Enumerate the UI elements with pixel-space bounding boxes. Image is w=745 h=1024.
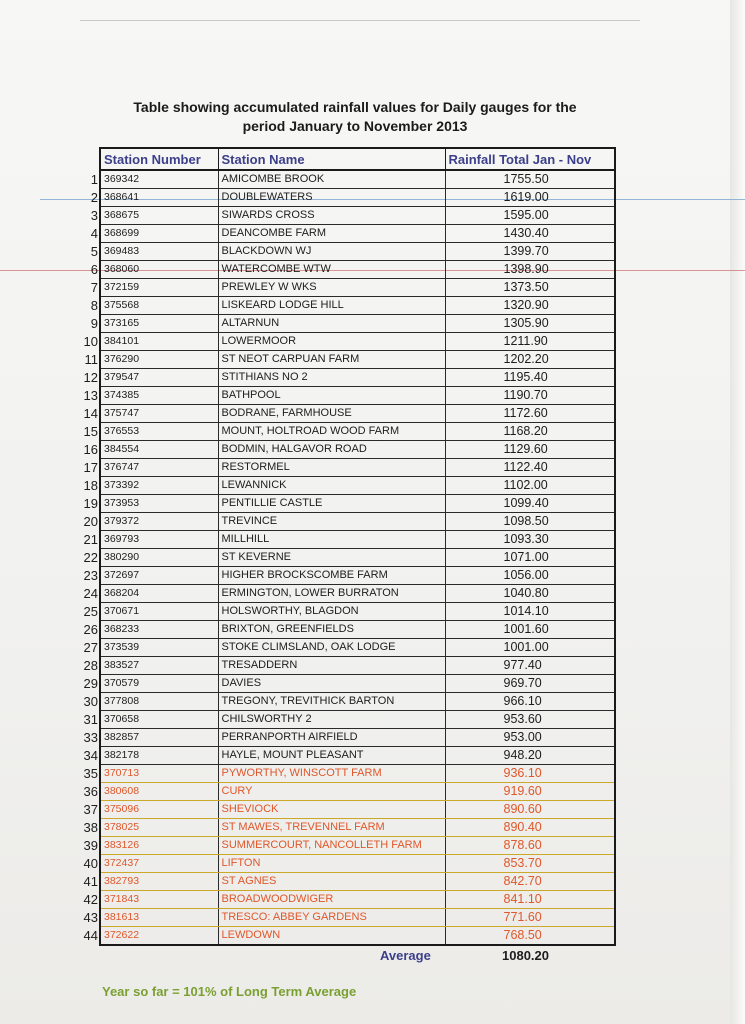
table-row xyxy=(100,495,615,513)
rainfall-total-cell: 1040.80 xyxy=(445,585,615,603)
station-name-cell: LOWERMOOR xyxy=(218,333,445,351)
station-number-cell: 15 376553 xyxy=(100,423,218,441)
rainfall-total-cell: 842.70 xyxy=(445,873,615,891)
rainfall-total-cell: 1619.00 xyxy=(445,189,615,207)
station-name-cell: TREGONY, TREVITHICK BARTON xyxy=(218,693,445,711)
station-name-cell: STOKE CLIMSLAND, OAK LODGE xyxy=(218,639,445,657)
rainfall-total-cell: 966.10 xyxy=(445,693,615,711)
row-number: 39 xyxy=(83,838,98,853)
station-number-cell: 2 368641 xyxy=(100,189,218,207)
long-term-note: Year so far = 101% of Long Term Average xyxy=(102,984,357,999)
station-name-cell: PYWORTHY, WINSCOTT FARM xyxy=(218,765,445,783)
station-number-cell: 27 373539 xyxy=(100,639,218,657)
table-row xyxy=(100,675,615,693)
station-number-cell: 12 379547 xyxy=(100,369,218,387)
station-name-cell: TREVINCE xyxy=(218,513,445,531)
row-number: 14 xyxy=(83,406,98,421)
rainfall-total-cell: 969.70 xyxy=(445,675,615,693)
rainfall-total-cell: 1172.60 xyxy=(445,405,615,423)
table-row xyxy=(100,207,615,225)
row-number: 40 xyxy=(83,856,98,871)
station-number-cell: 41 382793 xyxy=(100,873,218,891)
rainfall-total-cell: 1168.20 xyxy=(445,423,615,441)
row-number: 29 xyxy=(83,676,98,691)
rainfall-total-cell: 1399.70 xyxy=(445,243,615,261)
table-row xyxy=(100,369,615,387)
row-number: 38 xyxy=(83,820,98,835)
station-number-cell: 1 369342 xyxy=(100,170,218,189)
table-row xyxy=(100,783,615,801)
station-number-cell: 7 372159 xyxy=(100,279,218,297)
table-row xyxy=(100,441,615,459)
row-number: 27 xyxy=(83,640,98,655)
table-row xyxy=(100,729,615,747)
rainfall-total-cell: 1320.90 xyxy=(445,297,615,315)
station-name-cell: HAYLE, MOUNT PLEASANT xyxy=(218,747,445,765)
station-name-cell: LISKEARD LODGE HILL xyxy=(218,297,445,315)
station-number-cell: 36 380608 xyxy=(100,783,218,801)
page-edge xyxy=(730,0,745,1024)
station-number-cell: 31 370658 xyxy=(100,711,218,729)
table-row xyxy=(100,801,615,819)
station-name-cell: BLACKDOWN WJ xyxy=(218,243,445,261)
row-number: 20 xyxy=(83,514,98,529)
station-number-cell: 3 368675 xyxy=(100,207,218,225)
station-name-cell: PERRANPORTH AIRFIELD xyxy=(218,729,445,747)
rainfall-total-cell: 948.20 xyxy=(445,747,615,765)
header-rainfall-total: Rainfall Total Jan - Nov xyxy=(445,148,615,170)
station-name-cell: DOUBLEWATERS xyxy=(218,189,445,207)
station-number-cell: 38 378025 xyxy=(100,819,218,837)
row-number: 30 xyxy=(83,694,98,709)
station-number-cell: 6 368060 xyxy=(100,261,218,279)
row-number: 9 xyxy=(90,316,98,331)
table-row xyxy=(100,261,615,279)
station-number-cell: 4 368699 xyxy=(100,225,218,243)
table-row xyxy=(100,837,615,855)
station-number-cell: 16 384554 xyxy=(100,441,218,459)
station-number-cell: 10 384101 xyxy=(100,333,218,351)
station-number-cell: 13 374385 xyxy=(100,387,218,405)
table-row xyxy=(100,189,615,207)
table-row xyxy=(100,765,615,783)
row-number: 36 xyxy=(83,784,98,799)
row-number: 19 xyxy=(83,496,98,511)
station-name-cell: LEWANNICK xyxy=(218,477,445,495)
row-number: 10 xyxy=(83,334,98,349)
rainfall-total-cell: 1595.00 xyxy=(445,207,615,225)
station-name-cell: HIGHER BROCKSCOMBE FARM xyxy=(218,567,445,585)
page-title xyxy=(90,98,620,136)
station-name-cell: LEWDOWN xyxy=(218,927,445,946)
station-number-cell: 5 369483 xyxy=(100,243,218,261)
rainfall-total-cell: 771.60 xyxy=(445,909,615,927)
table-row xyxy=(100,243,615,261)
rainfall-total-cell: 1122.40 xyxy=(445,459,615,477)
station-name-cell: BATHPOOL xyxy=(218,387,445,405)
rainfall-total-cell: 1071.00 xyxy=(445,549,615,567)
table-row xyxy=(100,891,615,909)
rainfall-total-cell: 841.10 xyxy=(445,891,615,909)
table-row xyxy=(100,279,615,297)
average-label: Average xyxy=(380,948,431,963)
station-number-cell: 24 368204 xyxy=(100,585,218,603)
table-row xyxy=(100,477,615,495)
table-row xyxy=(100,351,615,369)
fold-line xyxy=(80,20,640,21)
rainfall-total-cell: 768.50 xyxy=(445,927,615,946)
header-station-name: Station Name xyxy=(218,148,445,170)
station-number-cell: 26 368233 xyxy=(100,621,218,639)
table-row xyxy=(100,567,615,585)
station-number-cell: 21 369793 xyxy=(100,531,218,549)
table-row xyxy=(100,603,615,621)
row-number: 26 xyxy=(83,622,98,637)
station-name-cell: SUMMERCOURT, NANCOLLETH FARM xyxy=(218,837,445,855)
table-row xyxy=(100,513,615,531)
row-number: 2 xyxy=(90,190,98,205)
rainfall-total-cell: 977.40 xyxy=(445,657,615,675)
table-row xyxy=(100,585,615,603)
rainfall-total-cell: 878.60 xyxy=(445,837,615,855)
rainfall-total-cell: 890.60 xyxy=(445,801,615,819)
table-row xyxy=(100,621,615,639)
station-name-cell: MOUNT, HOLTROAD WOOD FARM xyxy=(218,423,445,441)
station-name-cell: ST KEVERNE xyxy=(218,549,445,567)
rainfall-total-cell: 953.00 xyxy=(445,729,615,747)
row-number: 12 xyxy=(83,370,98,385)
station-number-cell: 14 375747 xyxy=(100,405,218,423)
station-number-cell: 19 373953 xyxy=(100,495,218,513)
row-number: 23 xyxy=(83,568,98,583)
rainfall-total-cell: 1093.30 xyxy=(445,531,615,549)
rainfall-total-cell: 1202.20 xyxy=(445,351,615,369)
row-number: 1 xyxy=(90,172,98,187)
table-row xyxy=(100,333,615,351)
table-row xyxy=(100,297,615,315)
row-number: 41 xyxy=(83,874,98,889)
row-number: 35 xyxy=(83,766,98,781)
station-number-cell: 11 376290 xyxy=(100,351,218,369)
station-number-cell: 23 372697 xyxy=(100,567,218,585)
station-number-cell: 39 383126 xyxy=(100,837,218,855)
rainfall-total-cell: 1190.70 xyxy=(445,387,615,405)
row-number: 18 xyxy=(83,478,98,493)
station-number-cell: 9 373165 xyxy=(100,315,218,333)
table-row xyxy=(100,423,615,441)
table-row xyxy=(100,819,615,837)
station-name-cell: TRESCO: ABBEY GARDENS xyxy=(218,909,445,927)
rainfall-total-cell: 1056.00 xyxy=(445,567,615,585)
title-line-2: period January to November 2013 xyxy=(242,118,468,134)
row-number: 22 xyxy=(83,550,98,565)
row-number: 31 xyxy=(83,712,98,727)
station-name-cell: DEANCOMBE FARM xyxy=(218,225,445,243)
table-row xyxy=(100,711,615,729)
station-name-cell: DAVIES xyxy=(218,675,445,693)
row-number: 28 xyxy=(83,658,98,673)
row-number: 21 xyxy=(83,532,98,547)
table-row xyxy=(100,909,615,927)
row-number: 15 xyxy=(83,424,98,439)
table-row xyxy=(100,531,615,549)
header-station-number: Station Number xyxy=(100,148,218,170)
station-name-cell: TRESADDERN xyxy=(218,657,445,675)
rainfall-total-cell: 1001.60 xyxy=(445,621,615,639)
table-row xyxy=(100,315,615,333)
station-name-cell: ALTARNUN xyxy=(218,315,445,333)
table-header-row xyxy=(100,148,615,170)
station-name-cell: SHEVIOCK xyxy=(218,801,445,819)
table-row xyxy=(100,387,615,405)
rainfall-total-cell: 1001.00 xyxy=(445,639,615,657)
row-number: 34 xyxy=(83,748,98,763)
station-name-cell: WATERCOMBE WTW xyxy=(218,261,445,279)
station-number-cell: 34 382178 xyxy=(100,747,218,765)
rainfall-total-cell: 1102.00 xyxy=(445,477,615,495)
row-number: 13 xyxy=(83,388,98,403)
station-name-cell: PREWLEY W WKS xyxy=(218,279,445,297)
table-row xyxy=(100,693,615,711)
row-number: 5 xyxy=(90,244,98,259)
rainfall-total-cell: 1099.40 xyxy=(445,495,615,513)
row-number: 24 xyxy=(83,586,98,601)
table-row xyxy=(100,927,615,946)
row-number: 3 xyxy=(90,208,98,223)
station-name-cell: HOLSWORTHY, BLAGDON xyxy=(218,603,445,621)
table-row xyxy=(100,747,615,765)
table-row xyxy=(100,459,615,477)
station-number-cell: 44 372622 xyxy=(100,927,218,946)
station-name-cell: STITHIANS NO 2 xyxy=(218,369,445,387)
row-number: 33 xyxy=(83,730,98,745)
station-name-cell: BODMIN, HALGAVOR ROAD xyxy=(218,441,445,459)
row-number: 44 xyxy=(83,928,98,943)
station-number-cell: 42 371843 xyxy=(100,891,218,909)
rainfall-total-cell: 953.60 xyxy=(445,711,615,729)
row-number: 43 xyxy=(83,910,98,925)
table-row xyxy=(100,549,615,567)
rainfall-total-cell: 1014.10 xyxy=(445,603,615,621)
rainfall-total-cell: 1305.90 xyxy=(445,315,615,333)
station-number-cell: 25 370671 xyxy=(100,603,218,621)
station-name-cell: LIFTON xyxy=(218,855,445,873)
station-name-cell: CURY xyxy=(218,783,445,801)
rainfall-total-cell: 919.60 xyxy=(445,783,615,801)
rainfall-total-cell: 1755.50 xyxy=(445,170,615,189)
station-name-cell: ERMINGTON, LOWER BURRATON xyxy=(218,585,445,603)
row-number: 16 xyxy=(83,442,98,457)
table-row xyxy=(100,170,615,189)
row-number: 8 xyxy=(90,298,98,313)
row-number: 17 xyxy=(83,460,98,475)
station-name-cell: PENTILLIE CASTLE xyxy=(218,495,445,513)
station-number-cell: 30 377808 xyxy=(100,693,218,711)
rainfall-total-cell: 1211.90 xyxy=(445,333,615,351)
rainfall-total-cell: 936.10 xyxy=(445,765,615,783)
station-number-cell: 18 373392 xyxy=(100,477,218,495)
station-number-cell: 17 376747 xyxy=(100,459,218,477)
station-number-cell: 43 381613 xyxy=(100,909,218,927)
title-line-1: Table showing accumulated rainfall values for Daily gauges for the xyxy=(133,99,577,115)
row-number: 11 xyxy=(84,352,98,367)
station-name-cell: BROADWOODWIGER xyxy=(218,891,445,909)
rainfall-table xyxy=(83,147,616,946)
station-number-cell: 29 370579 xyxy=(100,675,218,693)
row-number: 6 xyxy=(90,262,98,277)
station-name-cell: BRIXTON, GREENFIELDS xyxy=(218,621,445,639)
station-name-cell: ST MAWES, TREVENNEL FARM xyxy=(218,819,445,837)
station-number-cell: 8 375568 xyxy=(100,297,218,315)
rainfall-total-cell: 1430.40 xyxy=(445,225,615,243)
table-row xyxy=(100,855,615,873)
station-number-cell: 28 383527 xyxy=(100,657,218,675)
station-number-cell: 20 379372 xyxy=(100,513,218,531)
rainfall-total-cell: 853.70 xyxy=(445,855,615,873)
station-number-cell: 37 375096 xyxy=(100,801,218,819)
station-name-cell: CHILSWORTHY 2 xyxy=(218,711,445,729)
station-number-cell: 40 372437 xyxy=(100,855,218,873)
row-number: 42 xyxy=(83,892,98,907)
table-row xyxy=(100,657,615,675)
station-name-cell: ST NEOT CARPUAN FARM xyxy=(218,351,445,369)
rainfall-total-cell: 1398.90 xyxy=(445,261,615,279)
station-number-cell: 22 380290 xyxy=(100,549,218,567)
station-name-cell: AMICOMBE BROOK xyxy=(218,170,445,189)
rainfall-total-cell: 1098.50 xyxy=(445,513,615,531)
rainfall-total-cell: 1195.40 xyxy=(445,369,615,387)
station-name-cell: SIWARDS CROSS xyxy=(218,207,445,225)
table-row xyxy=(100,225,615,243)
row-number: 4 xyxy=(90,226,98,241)
row-number: 7 xyxy=(90,280,98,295)
station-number-cell: 35 370713 xyxy=(100,765,218,783)
table-row xyxy=(100,405,615,423)
row-number: 37 xyxy=(83,802,98,817)
station-name-cell: ST AGNES xyxy=(218,873,445,891)
station-name-cell: MILLHILL xyxy=(218,531,445,549)
average-value: 1080.20 xyxy=(502,948,549,963)
table-row xyxy=(100,639,615,657)
table-row xyxy=(100,873,615,891)
rainfall-total-cell: 1129.60 xyxy=(445,441,615,459)
station-number-cell: 33 382857 xyxy=(100,729,218,747)
row-number: 25 xyxy=(83,604,98,619)
station-name-cell: RESTORMEL xyxy=(218,459,445,477)
rainfall-total-cell: 890.40 xyxy=(445,819,615,837)
rainfall-total-cell: 1373.50 xyxy=(445,279,615,297)
station-name-cell: BODRANE, FARMHOUSE xyxy=(218,405,445,423)
